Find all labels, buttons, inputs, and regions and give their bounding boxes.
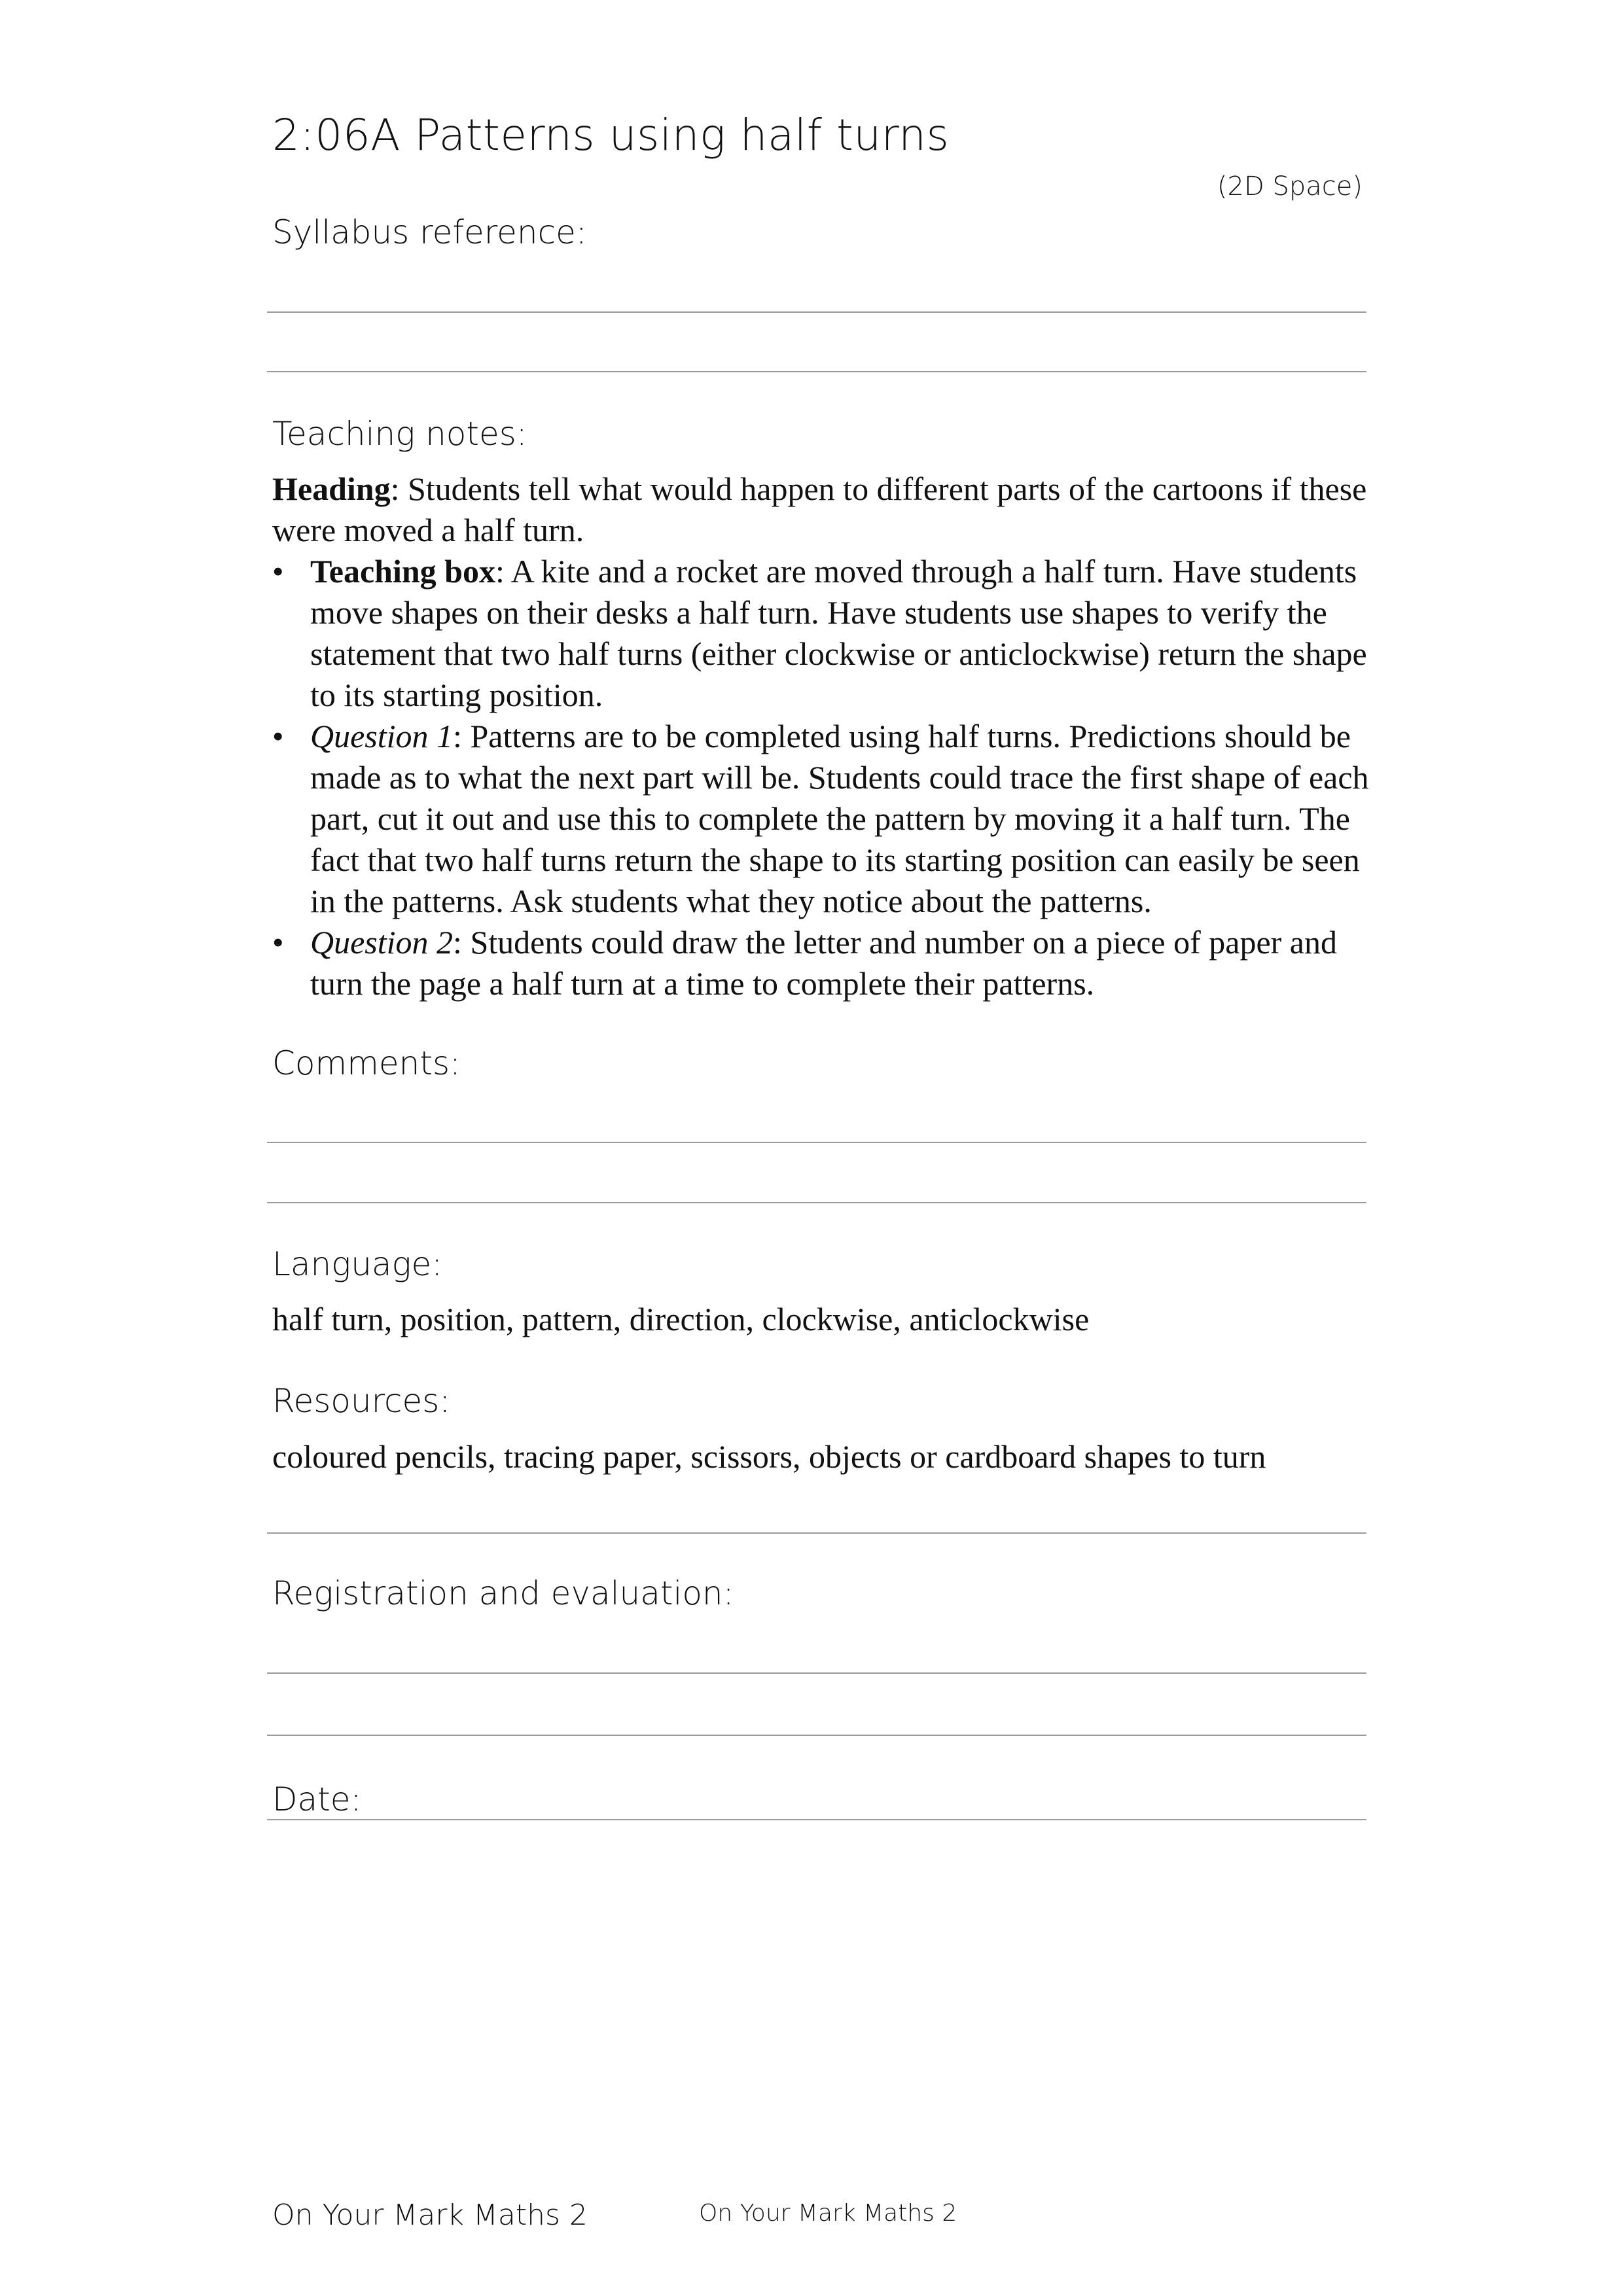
list-item-lead: Question 2 [310,924,454,961]
registration-evaluation-label: Registration and evaluation: [272,1574,734,1612]
heading-note-text: : Students tell what would happen to different parts of the cartoons if these were moved a half turn. [272,470,1367,548]
heading-note [272,468,1372,551]
registration-line-2 [267,1735,1366,1736]
bullet-marker: • [272,718,284,754]
comments-line-2 [267,1202,1366,1203]
syllabus-line-1 [267,311,1366,313]
resources-text: coloured pencils, tracing paper, scissors, objects or cardboard shapes to turn [272,1438,1266,1475]
list-item [272,716,1372,922]
list-item-lead: Question 1 [310,718,454,754]
resources-line [267,1532,1366,1534]
teaching-notes-label: Teaching notes: [272,415,527,453]
comments-label: Comments: [272,1044,461,1082]
footer-book-title-center: On Your Mark Maths 2 [699,2200,957,2227]
date-line [267,1819,1366,1820]
footer-book-title: On Your Mark Maths 2 [272,2199,588,2232]
list-item-text: : Students could draw the letter and number on a piece of paper and turn the page a half turn at a time to complete their patterns. [310,924,1337,1002]
registration-line-1 [267,1672,1366,1674]
resources-label: Resources: [272,1382,451,1420]
list-item-text: : A kite and a rocket are moved through a half turn. Have students move shapes on their desks a half turn. Have students use shapes to verify the statement that two half turns (either clockwise or anticlockwise) return the shape to its starting position. [310,553,1367,713]
page-title: 2:06A Patterns using half turns [272,110,950,160]
language-label: Language: [272,1245,443,1283]
list-item-text: : Patterns are to be completed using half turns. Predictions should be made as to what the next part will be. Students could trace the first shape of each part, cut it out and use this to complete the pattern by moving it a half turn. The fact that two half turns return the shape to its starting position can easily be seen in the patterns. Ask students what they notice about the patterns. [310,718,1369,919]
teaching-notes-body [272,468,1372,1004]
subject-area: (2D Space) [1217,171,1363,202]
bullet-marker: • [272,553,284,590]
list-item-lead: Teaching box [310,553,495,590]
list-item [272,551,1372,716]
list-item [272,922,1372,1004]
bullet-marker: • [272,924,284,961]
teaching-notes-list [272,551,1372,1004]
heading-note-lead: Heading [272,470,391,507]
language-text: half turn, position, pattern, direction, clockwise, anticlockwise [272,1301,1090,1337]
syllabus-reference-label: Syllabus reference: [272,213,587,251]
date-label: Date: [272,1780,362,1818]
comments-line-1 [267,1142,1366,1143]
syllabus-line-2 [267,371,1366,372]
